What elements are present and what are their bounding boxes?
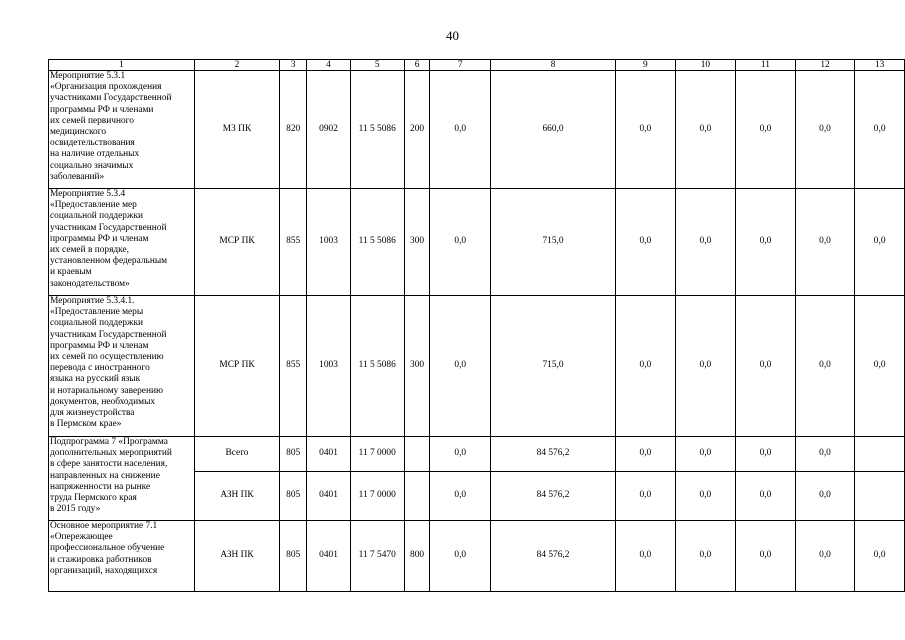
activity-name-line: в 2015 году» (50, 504, 101, 515)
table-cell: 0,0 (675, 296, 736, 437)
table-row (49, 437, 905, 472)
activity-name-line: программы РФ и членам (50, 233, 149, 244)
table-cell: МСР ПК (194, 189, 279, 296)
table-cell: 0,0 (855, 296, 905, 437)
table-cell: 0,0 (736, 472, 796, 521)
table-cell: 0,0 (616, 296, 676, 437)
column-header: 11 (736, 60, 796, 71)
table-cell: 11 7 0000 (350, 437, 404, 472)
table-cell: 0,0 (430, 437, 491, 472)
activity-name-line: их семей первичного (50, 115, 134, 126)
table-cell: 0,0 (675, 71, 736, 189)
table-cell: 300 (404, 296, 430, 437)
table-cell: 0,0 (736, 71, 796, 189)
table-cell: 11 5 5086 (350, 296, 404, 437)
activity-name-line: Основное мероприятие 7.1 (50, 521, 158, 531)
activity-name-line: установленном федеральным (50, 256, 168, 267)
activity-name-line: труда Пермского края (50, 493, 137, 504)
table-cell: 0,0 (675, 189, 736, 296)
table-cell: 0,0 (675, 437, 736, 472)
activity-name-line: Мероприятие 5.3.4.1. (50, 296, 135, 306)
activity-name (49, 296, 195, 437)
activity-name (49, 71, 195, 189)
activity-name-line: законодательством» (50, 278, 130, 289)
table-cell: МСР ПК (194, 296, 279, 437)
activity-name-line: программы РФ и членами (50, 104, 154, 115)
activity-name-line: организаций, находящихся (50, 565, 158, 576)
table-cell: 0,0 (430, 472, 491, 521)
activity-name-line: документов, необходимых (50, 396, 156, 407)
table-cell: 0401 (307, 437, 351, 472)
table-cell: 84 576,2 (491, 472, 616, 521)
activity-name-line: «Опережающее (50, 532, 113, 543)
table-cell: 0,0 (855, 71, 905, 189)
table-row (49, 71, 905, 189)
column-header: 2 (194, 60, 279, 71)
table-cell: 0,0 (430, 71, 491, 189)
table-cell: 11 7 0000 (350, 472, 404, 521)
table-cell: 84 576,2 (491, 437, 616, 472)
activity-name-line: Подпрограмма 7 «Программа (50, 437, 168, 447)
column-header: 7 (430, 60, 491, 71)
table-cell: 0,0 (430, 296, 491, 437)
table-cell: 11 5 5086 (350, 71, 404, 189)
activity-name-line: перевода с иностранного (50, 363, 150, 374)
activity-name-line: дополнительных мероприятий (50, 448, 172, 459)
table-body (49, 60, 905, 592)
activity-name-line: профессиональное обучение (50, 543, 165, 554)
table-cell: МЗ ПК (194, 71, 279, 189)
table-cell: 0,0 (736, 437, 796, 472)
activity-name-line: участникам Государственной (50, 222, 167, 233)
activity-name-line: социальной поддержки (50, 318, 144, 329)
activity-name-line: напряженности на рынке (50, 481, 151, 492)
header-row (49, 60, 905, 71)
activity-name-line: в Пермском крае» (50, 419, 122, 430)
table-cell: 0,0 (795, 189, 855, 296)
table-cell: 0,0 (795, 296, 855, 437)
activity-name-line: в сфере занятости населения, (50, 459, 168, 470)
table-cell: 0,0 (795, 521, 855, 592)
table-cell: 0,0 (736, 296, 796, 437)
table-cell: 0,0 (616, 189, 676, 296)
activity-name-line: их семей по осуществлению (50, 352, 164, 363)
table-cell: 300 (404, 189, 430, 296)
table-cell: 0,0 (616, 521, 676, 592)
column-header: 8 (491, 60, 616, 71)
activity-name-line: языка на русский язык (50, 374, 141, 385)
activity-name-line: участниками Государственной (50, 93, 172, 104)
table-row (49, 296, 905, 437)
column-header: 13 (855, 60, 905, 71)
activity-name-line: Мероприятие 5.3.1 (50, 71, 126, 81)
table-cell: 805 (280, 437, 307, 472)
table-cell: 855 (280, 296, 307, 437)
table-cell: 0,0 (430, 189, 491, 296)
table-cell: 0,0 (855, 189, 905, 296)
activity-name-line: социально значимых (50, 160, 134, 171)
table-cell: 855 (280, 189, 307, 296)
activity-name-line: социальной поддержки (50, 211, 144, 222)
activity-name-line: «Предоставление мер (50, 200, 137, 211)
table-cell: 715,0 (491, 296, 616, 437)
activity-name-line: Мероприятие 5.3.4 (50, 189, 126, 199)
table-cell: 0401 (307, 521, 351, 592)
activity-name-line: медицинского (50, 127, 107, 138)
table-cell (855, 472, 905, 521)
activity-name-line: для жизнеустройства (50, 408, 135, 419)
column-header: 6 (404, 60, 430, 71)
column-header: 1 (49, 60, 195, 71)
table-cell: 0,0 (795, 71, 855, 189)
column-header: 3 (280, 60, 307, 71)
activity-name (49, 189, 195, 296)
activity-name-line: освидетельствования (50, 138, 135, 149)
table-cell (855, 437, 905, 472)
table-row (49, 521, 905, 592)
column-header: 10 (675, 60, 736, 71)
table-cell: 800 (404, 521, 430, 592)
table-cell: 1003 (307, 296, 351, 437)
table-cell: 0,0 (616, 71, 676, 189)
table-cell: 805 (280, 521, 307, 592)
table-cell: Всего (194, 437, 279, 472)
activity-name-line: и нотариальному заверению (50, 385, 163, 396)
page-number: 40 (446, 28, 459, 43)
table-cell: 715,0 (491, 189, 616, 296)
table-cell: 0,0 (616, 437, 676, 472)
column-header: 4 (307, 60, 351, 71)
table-cell: 0,0 (736, 189, 796, 296)
table-cell: 0,0 (675, 521, 736, 592)
activity-name-line: заболеваний» (50, 171, 105, 182)
table-cell (404, 437, 430, 472)
activity-name-line: программы РФ и членам (50, 340, 149, 351)
table-cell: 0,0 (616, 472, 676, 521)
column-header: 5 (350, 60, 404, 71)
table-cell (404, 472, 430, 521)
activity-name-line: их семей в порядке, (50, 245, 130, 256)
activity-name-line: и стажировка работников (50, 554, 152, 565)
column-header: 9 (616, 60, 676, 71)
table-cell: 0,0 (736, 521, 796, 592)
table-cell: 0401 (307, 472, 351, 521)
table-cell: 200 (404, 71, 430, 189)
activity-name-line: «Организация прохождения (50, 82, 162, 93)
table-cell: 84 576,2 (491, 521, 616, 592)
table-cell: 11 5 5086 (350, 189, 404, 296)
activity-name-line: на наличие отдельных (50, 149, 140, 160)
table-cell: АЗН ПК (194, 472, 279, 521)
table-row (49, 189, 905, 296)
table-cell: 11 7 5470 (350, 521, 404, 592)
budget-table (48, 59, 905, 592)
table-cell: 0902 (307, 71, 351, 189)
table-cell: 1003 (307, 189, 351, 296)
activity-name-line: и краевым (50, 267, 92, 278)
activity-name-line: «Предоставление меры (50, 307, 144, 318)
table-cell: 660,0 (491, 71, 616, 189)
table-cell: 0,0 (855, 521, 905, 592)
activity-name (49, 521, 195, 592)
table-cell: 0,0 (795, 437, 855, 472)
table-cell: 805 (280, 472, 307, 521)
activity-name-line: направленных на снижение (50, 470, 160, 481)
table-cell: 820 (280, 71, 307, 189)
table-cell: 0,0 (675, 472, 736, 521)
table-cell: 0,0 (795, 472, 855, 521)
activity-name-line: участникам Государственной (50, 329, 167, 340)
table-cell: АЗН ПК (194, 521, 279, 592)
table-cell: 0,0 (430, 521, 491, 592)
activity-name (49, 437, 195, 521)
column-header: 12 (795, 60, 855, 71)
